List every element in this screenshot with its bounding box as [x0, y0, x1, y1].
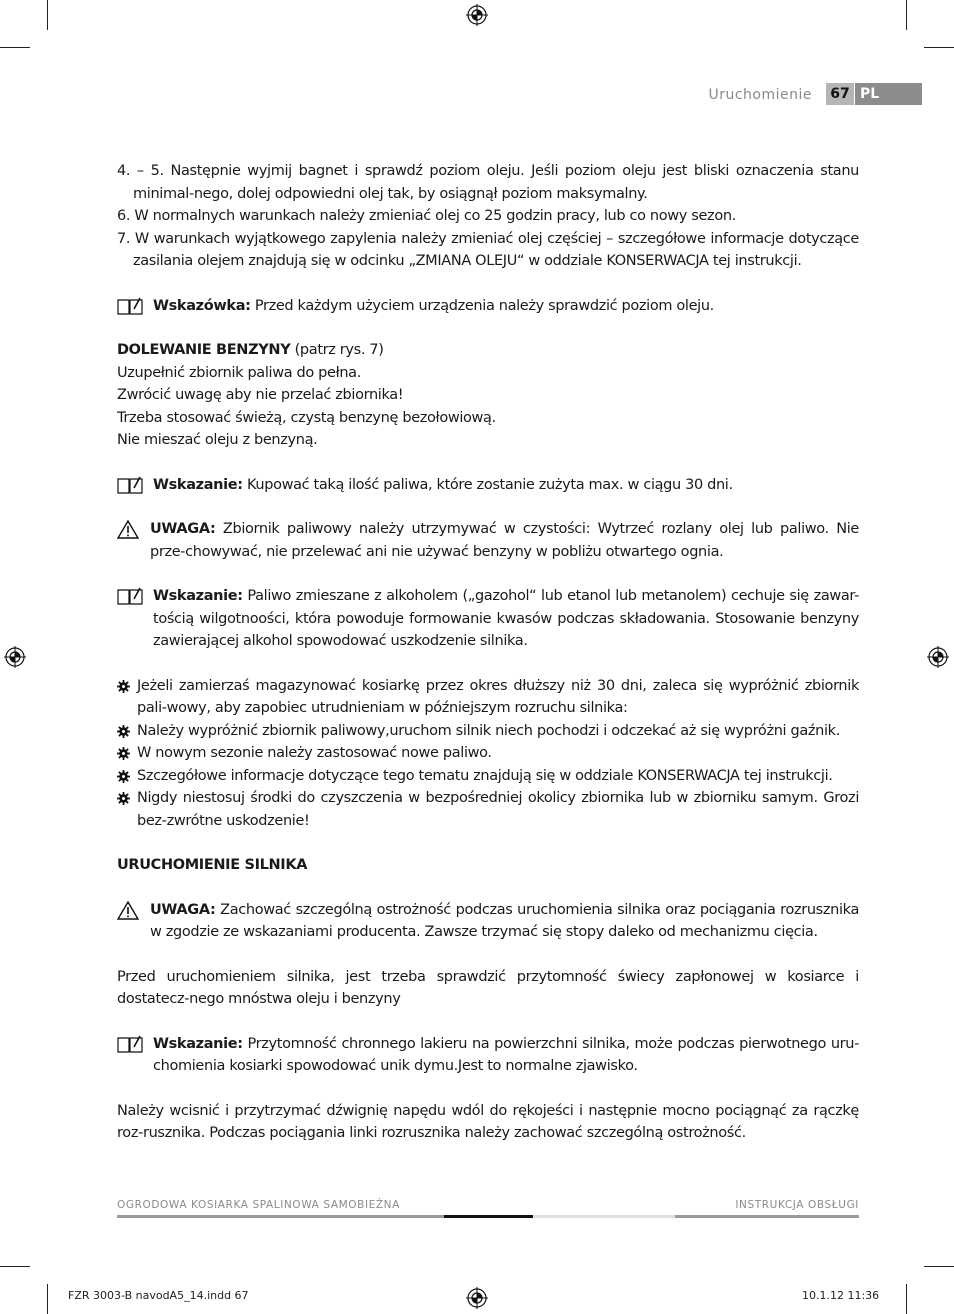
- fuel-line: Nie mieszać oleju z benzyną.: [117, 432, 318, 448]
- crop-mark: [906, 1284, 907, 1314]
- crop-mark: [0, 47, 30, 48]
- footer-bar: [444, 1215, 533, 1218]
- hint-text: Przytomność chronnego lakieru na powierzchni silnika, może podczas pierwotnego uru-chomienia kosiarki spowodować unik dymu.Jest to normalne zjawisko.: [153, 1035, 860, 1074]
- page-number: 67: [826, 83, 854, 105]
- warning-note: [117, 899, 859, 944]
- crop-mark: [924, 1266, 954, 1267]
- list-item: Nigdy niestosuj środki do czyszczenia w bezpośredniej okolicy zbiornika lub w zbiorniku samym. Grozi bez-zwrótne uskodzenie!: [117, 787, 859, 832]
- gear-bullet-icon: [117, 725, 130, 738]
- crop-mark: [924, 47, 954, 48]
- footer-bar: [533, 1215, 675, 1218]
- warning-text: Zbiornik paliwowy należy utrzymywać w czystości: Wytrzeć rozlany olej lub paliwo. Nie prze-chowywać, nie przelewać ani nie używać benzyny w pobliżu otwartego ognia.: [150, 521, 859, 560]
- footer-bar: [117, 1215, 444, 1218]
- hint-note: [117, 474, 859, 497]
- registration-mark-icon: [927, 646, 949, 668]
- book-icon: [117, 297, 143, 315]
- hint-text: Kupować taką ilość paliwa, które zostanie zużyta max. w ciągu 30 dni.: [246, 476, 733, 493]
- book-icon: [117, 587, 143, 605]
- instruction-step-4-5: 4. – 5. Następnie wyjmij bagnet i sprawdź poziom oleju. Jeśli poziom oleju jest bliski oznaczenia stanu minimal-nego, dolej odpowiedni olej tak, by osiągnął poziom maksymalny.: [117, 163, 859, 202]
- fuel-line: Trzeba stosować świeżą, czystą benzynę bezołowiową.: [117, 409, 496, 426]
- hint-label: Wskazanie:: [153, 1035, 243, 1052]
- section-heading: DOLEWANIE BENZYNY: [117, 342, 291, 358]
- language-tab: PL: [855, 83, 922, 105]
- warning-triangle-icon: [117, 520, 139, 539]
- crop-mark: [47, 1284, 48, 1314]
- registration-mark-icon: [466, 4, 488, 26]
- fuel-line: Zwrócić uwagę aby nie przelać zbiornika!: [117, 387, 404, 403]
- instruction-step-7: 7. W warunkach wyjątkowego zapylenia należy zmieniać olej częściej – szczegółowe informacje dotyczące zasilania olejem znajdują się w odcinku „ZMIANA OLEJU“ w oddziale KONSERWACJA tej instrukcji.: [117, 230, 859, 269]
- hint-text: Przed każdym użyciem urządzenia należy sprawdzić poziom oleju.: [254, 297, 714, 314]
- print-slug-file: FZR 3003-B navodA5_14.indd 67: [68, 1289, 249, 1302]
- hint-note: [117, 295, 859, 318]
- fuel-heading-line: [117, 339, 859, 362]
- hint-label: Wskazanie:: [153, 476, 243, 493]
- crop-mark: [906, 0, 907, 30]
- hint-label: Wskazówka:: [153, 297, 251, 314]
- print-slug-date: 10.1.12 11:36: [802, 1289, 880, 1302]
- footer-doc-type: INSTRUKCJA OBSŁUGI: [735, 1199, 859, 1211]
- list-item: Szczegółowe informacje dotyczące tego tematu znajdują się w oddziale KONSERWACJA tej instrukcji.: [117, 765, 859, 788]
- gear-bullet-icon: [117, 747, 130, 760]
- gear-bullet-icon: [117, 792, 130, 805]
- hint-note: [117, 1033, 859, 1078]
- footer-product-name: OGRODOWA KOSIARKA SPALINOWA SAMOBIEŻNA: [117, 1199, 400, 1211]
- footer-bar: [675, 1215, 859, 1218]
- gear-bullet-icon: [117, 680, 130, 693]
- hint-text: Paliwo zmieszane z alkoholem („gazohol“ lub etanol lub metanolem) cechuje się zawar-tością wilgotnoości, która powoduje formowanie kwasów podczas składowania. Stosowanie benzyny zawierającej alkohol spowodować uszkodzenie silnika.: [153, 588, 859, 649]
- paragraph: Należy wcisnić i przytrzymać dźwignię napędu wdól do rękojeści i następnie mocno pociągnąć za rączkę roz-rusznika. Podczas pociągania linki rozrusznika należy zachować szczególną ostrożność.: [117, 1102, 859, 1141]
- registration-mark-icon: [4, 646, 26, 668]
- crop-mark: [0, 1266, 30, 1267]
- list-item: Jeżeli zamierzaś magazynować kosiarkę przez okres dłuższy niż 30 dni, zaleca się wypróżnić zbiornik pali-wowy, aby zapobiec utrudnieniam w późniejszym rozruchu silnika:: [117, 675, 859, 720]
- crop-mark: [47, 0, 48, 30]
- figure-reference: (patrz rys. 7): [294, 342, 384, 358]
- instruction-step-6: 6. W normalnych warunkach należy zmieniać olej co 25 godzin pracy, lub co nowy sezon.: [117, 208, 736, 224]
- warning-triangle-icon: [117, 901, 139, 920]
- warning-label: UWAGA:: [150, 521, 216, 537]
- section-heading: URUCHOMIENIE SILNIKA: [117, 857, 308, 873]
- fuel-line: Uzupełnić zbiornik paliwa do pełna.: [117, 364, 361, 381]
- list-item: W nowym sezonie należy zastosować nowe paliwo.: [117, 742, 859, 765]
- warning-note: [117, 518, 859, 563]
- hint-note: [117, 585, 859, 653]
- page-content: [117, 160, 859, 1145]
- warning-label: UWAGA:: [150, 901, 216, 918]
- warning-text: Zachować szczególną ostrożność podczas uruchomienia silnika oraz pociągania rozrusznika w zgodzie ze wskazaniami producenta. Zawsze trzymać się stopy daleko od mechanizmu cięcia.: [150, 901, 859, 940]
- book-icon: [117, 1035, 143, 1053]
- gear-bullet-icon: [117, 770, 130, 783]
- paragraph: Przed uruchomieniem silnika, jest trzeba sprawdzić przytomność świecy zapłonowej w kosiarce i dostatecz-nego mnóstwa oleju i benzyny: [117, 968, 859, 1007]
- running-header-section: Uruchomienie: [708, 87, 812, 103]
- book-icon: [117, 476, 143, 494]
- registration-mark-icon: [466, 1287, 488, 1309]
- hint-label: Wskazanie:: [153, 588, 243, 604]
- list-item: Należy wypróżnić zbiornik paliwowy,uruchom silnik niech pochodzi i odczekać aż się wypróżni gaźnik.: [117, 720, 859, 743]
